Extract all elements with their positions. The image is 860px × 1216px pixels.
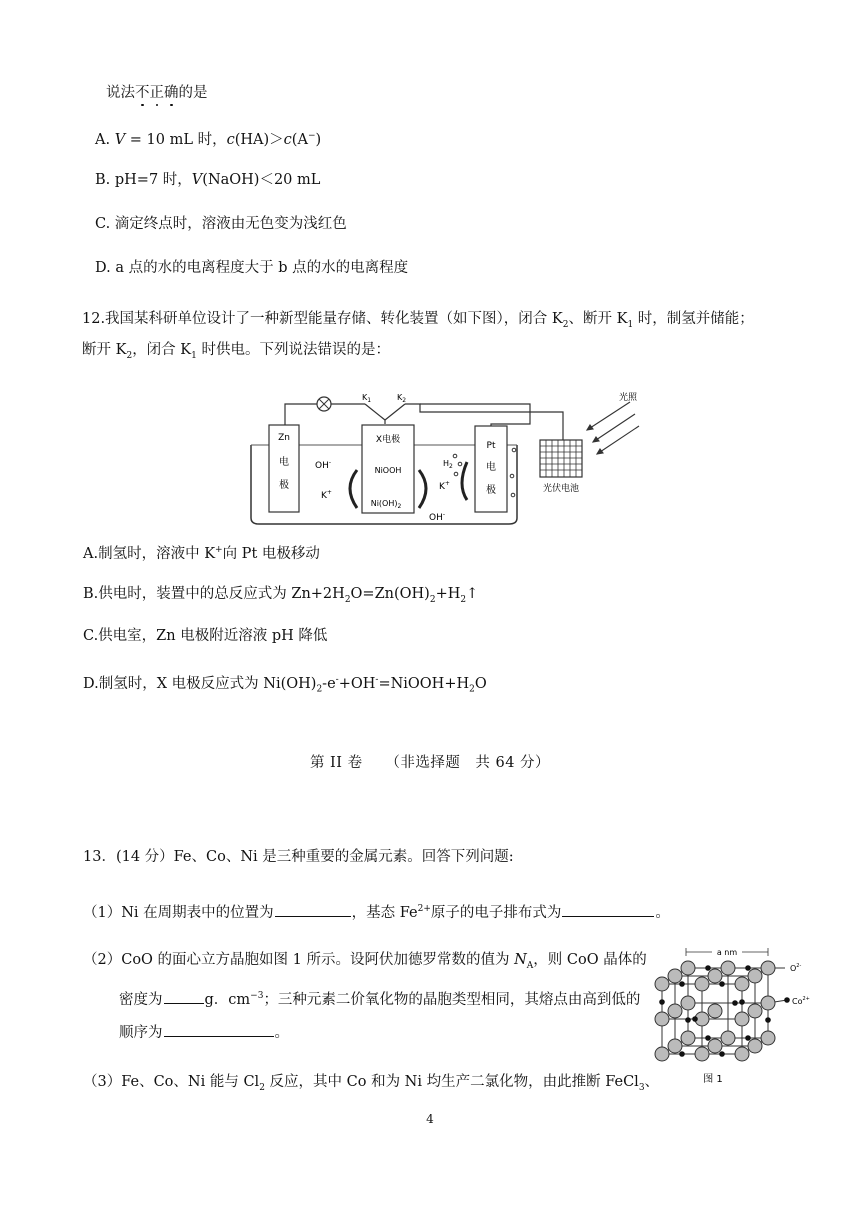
svg-text:OH-: OH- [429,511,446,523]
q12-option-a: A.制氢时，溶液中 K+向 Pt 电极移动 [83,545,320,562]
svg-text:光照: 光照 [619,393,638,403]
answer-blank[interactable] [164,1022,274,1037]
q12-option-b: B.供电时，装置中的总反应式为 $Zn+2H_2O=Zn(OH)_2+H_2↑$ [83,586,479,605]
svg-text:极: 极 [279,480,289,491]
svg-text:电: 电 [486,462,496,473]
q13-part2-line2: 密度为 g．$cm^{-3}$；三种元素二价氧化物的晶胞类型相同，其熔点由高到低的 [119,986,640,1010]
light-rays-icon [587,402,639,454]
q11-option-d: D. a 点的水的电离程度大于 b 点的水的电离程度 [95,260,409,276]
q11-option-b: B. pH=7 时，V(NaOH)＜20 mL [95,172,321,188]
svg-text:K1: $K_1$ [362,393,372,404]
svg-text:Co2+: $Co^{2+}$ [792,996,810,1006]
svg-text:NiOOH: NiOOH [374,466,402,475]
q12-stem-line2: 断开 $K_2$，闭合 $K_1$ 时供电。下列说法错误的是： [82,342,390,361]
q13-part3: （3）Fe、Co、Ni 能与 $Cl_2$ 反应，其中 Co 和为 Ni 均生产二氯化物，由此推断 FeCl$_3$、 [83,1074,660,1093]
q11-stem: 说法不正确的是 [106,85,208,101]
answer-blank[interactable] [164,989,204,1004]
q12-option-d: D.制氢时，X 电极反应式为 $Ni(OH)_2-e^-+OH^-=NiOOH+H_2O$ [83,675,487,695]
coo-unit-cell-figure [650,940,820,1090]
answer-blank[interactable] [562,902,654,917]
q13-part2-line1: （2）CoO 的面心立方晶胞如图 1 所示。设阿伏加德罗常数的值为 $N_A$，则 CoO 晶体的 [83,952,647,971]
q13-part2-line3: 顺序为 。 [119,1022,289,1043]
page-number: 4 [426,1112,434,1126]
figure-caption: 图 1 [703,1074,723,1085]
svg-text:Ni(OH)2: $Ni(OH)_2$ [370,499,402,510]
q12-option-c: C.供电室，Zn 电极附近溶液 pH 降低 [83,628,328,644]
q11-option-a: A. V = 10 mL 时，c(HA)＞c(A−) [95,131,322,148]
svg-text:K+: K+ [439,480,450,492]
svg-text:Zn: Zn [278,433,290,443]
svg-text:O2-: $O^{2-}$ [790,963,802,973]
q11-option-c: C. 滴定终点时，溶液由无色变为浅红色 [95,216,347,232]
q13-heading: 13．(14 分）Fe、Co、Ni 是三种重要的金属元素。回答下列问题: [83,849,514,865]
answer-blank[interactable] [275,902,351,917]
svg-text:极: 极 [486,485,496,496]
svg-text:H2: $H_2$ [443,459,453,470]
svg-text:Pt: Pt [486,441,496,451]
electrolysis-device-figure [245,390,645,532]
svg-text:OH-: OH- [315,459,332,471]
svg-text:K+: K+ [321,489,332,501]
svg-text:X电极: X电极 [375,435,401,445]
q12-stem-line1: 12.我国某科研单位设计了一种新型能量存储、转化装置（如下图），闭合 $K_2$、断开 $K_1$ 时，制氢并储能； [82,311,754,330]
svg-text:K2: $K_2$ [397,393,407,404]
svg-text:a nm: a nm [716,948,738,957]
svg-text:光伏电池: 光伏电池 [542,484,580,494]
svg-text:电: 电 [279,457,289,468]
section-title: 第 II 卷 （非选择题 共 64 分） [309,755,551,771]
q13-part1: （1）Ni 在周期表中的位置为 ，基态 $Fe^{2+}$原子的电子排布式为 。 [83,899,670,923]
